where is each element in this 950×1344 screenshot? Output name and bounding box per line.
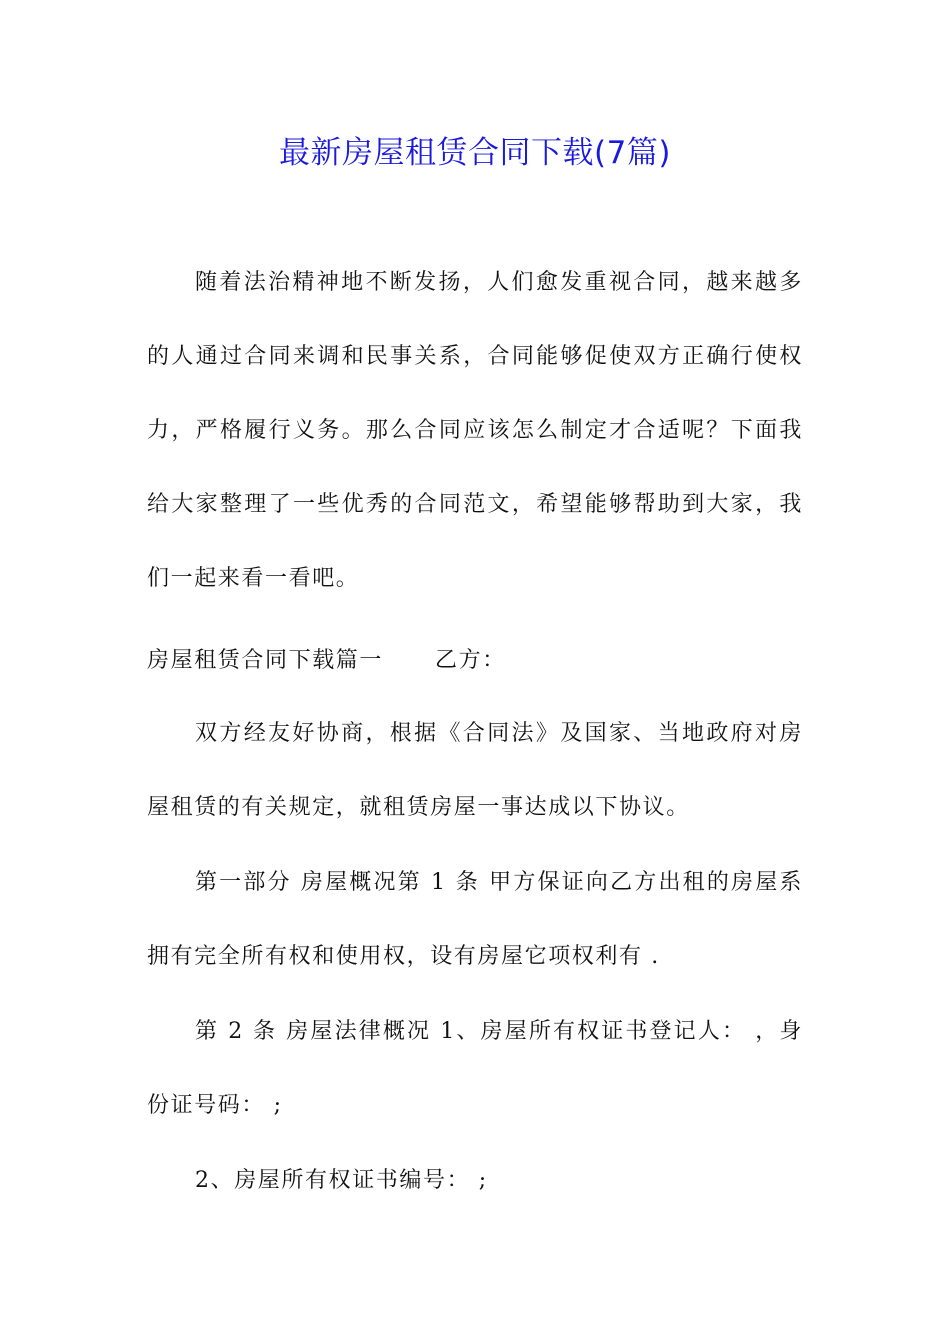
section-heading-line xyxy=(147,624,803,698)
intro-paragraph: 随着法治精神地不断发扬，人们愈发重视合同，越来越多的人通过合同来调和民事关系，合同能够促使双方正确行使权力，严格履行义务。那么合同应该怎么制定才合适呢？下面我给大家整理了一些优秀的合同范文，希望能够帮助到大家，我们一起来看一看吧。 xyxy=(147,270,803,591)
section-heading: 房屋租赁合同下载篇一 xyxy=(147,648,384,673)
agreement-paragraph: 双方经友好协商，根据《合同法》及国家、当地政府对房屋租赁的有关规定，就租赁房屋一事达成以下协议。 xyxy=(147,721,803,820)
party-b-label: 乙方： xyxy=(435,648,506,673)
article2-paragraph: 第 2 条 房屋法律概况 1、房屋所有权证书登记人： ，身份证号码： ; xyxy=(147,1019,803,1118)
part1-paragraph: 第一部分 房屋概况第 1 条 甲方保证向乙方出租的房屋系拥有完全所有权和使用权，设有房屋它项权利有 . xyxy=(147,870,803,969)
document-title: 最新房屋租赁合同下载(7篇) xyxy=(279,135,671,171)
item2-paragraph: 2、房屋所有权证书编号： ; xyxy=(195,1168,488,1193)
